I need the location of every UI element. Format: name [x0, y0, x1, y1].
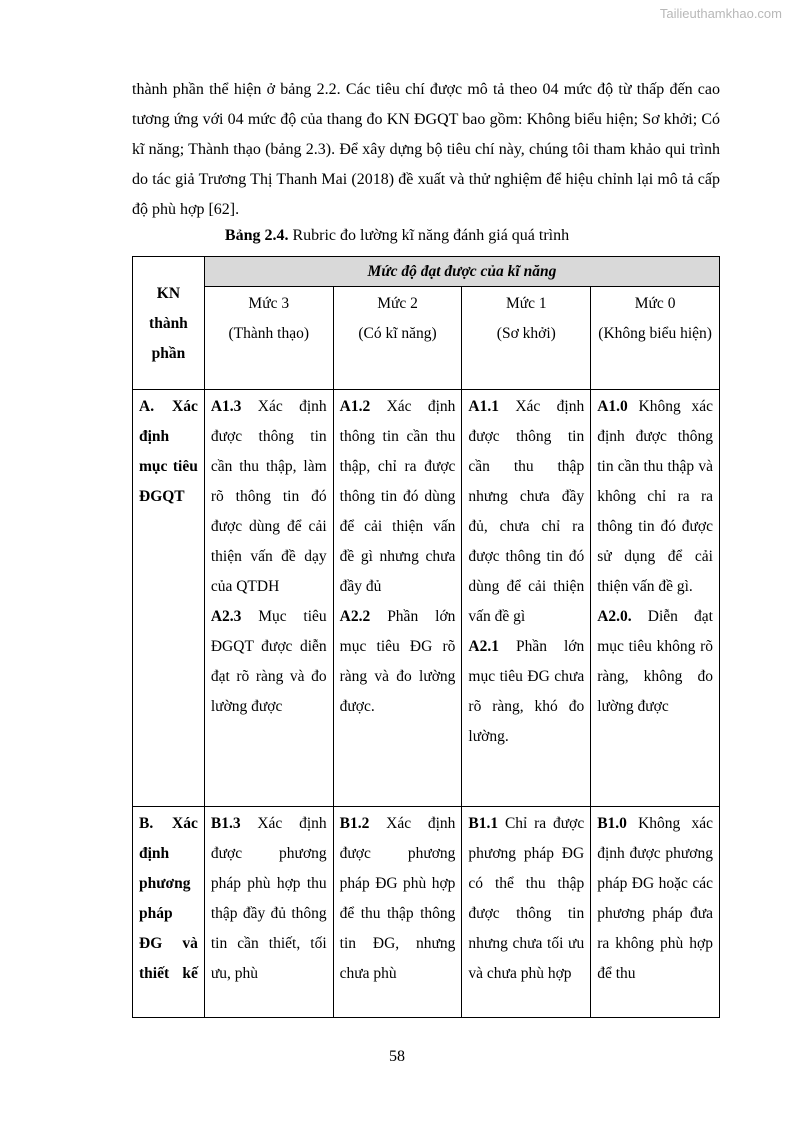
criterion-code: A2.2: [339, 608, 371, 625]
criterion: [597, 602, 713, 722]
criterion-text: Xác định thông tin cần thu thập, chỉ ra được thông tin đó dùng để cải thiện vấn đề gì nhưng chưa đầy đủ: [339, 398, 456, 595]
corner-header: KN thành phần: [133, 257, 205, 390]
criterion-code: A1.0: [597, 398, 628, 415]
caption-label: Bảng 2.4.: [224, 227, 289, 244]
criterion-code: A1.3: [210, 398, 242, 415]
watermark: Tailieuthamkhao.com: [659, 6, 782, 21]
criterion-text: Không xác định được phương pháp ĐG hoặc các phương pháp đưa ra không phù hợp để thu: [597, 815, 713, 982]
criteria-cell: [333, 390, 462, 807]
criterion-code: B1.1: [468, 815, 499, 832]
criterion: [340, 392, 456, 602]
rubric-table: [132, 256, 720, 1018]
criteria-cell: [204, 807, 333, 1018]
level-desc: (Thành thạo): [228, 325, 309, 342]
criterion: [468, 392, 584, 632]
criterion-code: B1.2: [339, 815, 370, 832]
page-number: 58: [389, 1048, 405, 1065]
criterion-text: Xác định được thông tin cần thu thập nhưng chưa đầy đủ, chưa chỉ ra được thông tin đó dùng để cải thiện vấn đề gì: [468, 398, 585, 625]
criterion: [597, 392, 713, 602]
criterion-code: A2.1: [468, 638, 499, 655]
body-paragraph: thành phần thể hiện ở bảng 2.2. Các tiêu chí được mô tả theo 04 mức độ từ thấp đến cao tương ứng với 04 mức độ của thang đo KN ĐGQT bao gồm: Không biểu hiện; Sơ khởi; Có kĩ năng; Thành thạo (bảng 2.3). Để xây dựng bộ tiêu chí này, chúng tôi tham khảo qui trình do tác giả Trương Thị Thanh Mai (2018) đề xuất và thử nghiệm để hiệu chỉnh lại mô tả cấp độ phù hợp [62].: [132, 81, 720, 218]
level-header: [333, 287, 462, 390]
criterion-text: Xác định được thông tin cần thu thập, làm rõ thông tin đó được dùng để cải thiện vấn đề dạy của QTDH: [210, 398, 327, 595]
level-name: Mức 1: [505, 295, 547, 312]
criterion-code: A1.1: [468, 398, 499, 415]
criterion: [468, 632, 584, 752]
criterion-text: Phần lớn mục tiêu ĐG chưa rõ ràng, khó đo lường.: [468, 638, 585, 745]
level-desc: (Không biểu hiện): [598, 325, 712, 342]
criteria-cell: [591, 390, 720, 807]
group-header: Mức độ đạt được của kĩ năng: [204, 257, 719, 287]
level-name: Mức 3: [248, 295, 290, 312]
criterion-code: B1.0: [597, 815, 627, 832]
component-cell: A. Xác định mục tiêu ĐGQT: [133, 390, 205, 807]
table-row: [133, 807, 720, 1018]
criterion-text: Diễn đạt mục tiêu không rõ ràng, không đo lường được: [597, 608, 713, 715]
criteria-cell: [462, 390, 591, 807]
component-cell: B. Xác định phương pháp ĐG và thiết kế: [133, 807, 205, 1018]
caption-text: Rubric đo lường kĩ năng đánh giá quá trình: [288, 227, 570, 244]
criterion-text: Xác định được phương pháp phù hợp thu thập đầy đủ thông tin cần thiết, tối ưu, phù: [210, 815, 327, 982]
criterion-text: Mục tiêu ĐGQT được diễn đạt rõ ràng và đo lường được: [210, 608, 327, 715]
criterion-code: B1.3: [210, 815, 241, 832]
criteria-cell: [591, 807, 720, 1018]
level-name: Mức 0: [634, 295, 676, 312]
criterion-code: A2.0.: [597, 608, 632, 625]
level-name: Mức 2: [377, 295, 418, 312]
criteria-cell: [462, 807, 591, 1018]
level-header: [591, 287, 720, 390]
criterion-text: Phần lớn mục tiêu ĐG rõ ràng và đo lường được.: [339, 608, 456, 715]
criterion-text: Xác định được phương pháp ĐG phù hợp để thu thập thông tin ĐG, nhưng chưa phù: [339, 815, 456, 982]
criteria-cell: [204, 390, 333, 807]
criterion-text: Chỉ ra được phương pháp ĐG có thể thu thập được thông tin nhưng chưa tối ưu và chưa phù hợp: [468, 815, 585, 982]
criterion-text: Không xác định được thông tin cần thu thập và không chỉ ra ra thông tin đó được sử dụng để cải thiện vấn đề gì.: [597, 398, 713, 595]
criterion: [340, 809, 456, 989]
level-desc: (Sơ khởi): [496, 325, 556, 342]
criterion: [340, 602, 456, 722]
criterion: [211, 809, 327, 989]
criteria-cell: [333, 807, 462, 1018]
table-row: [133, 390, 720, 807]
criterion-code: A2.3: [210, 608, 242, 625]
criterion: [211, 602, 327, 722]
criterion-code: A1.2: [339, 398, 371, 415]
criterion: [468, 809, 584, 989]
level-desc: (Có kĩ năng): [358, 325, 437, 342]
criterion: [211, 392, 327, 602]
table-caption: [0, 227, 794, 245]
criterion: [597, 809, 713, 989]
level-header: [462, 287, 591, 390]
level-header: [204, 287, 333, 390]
